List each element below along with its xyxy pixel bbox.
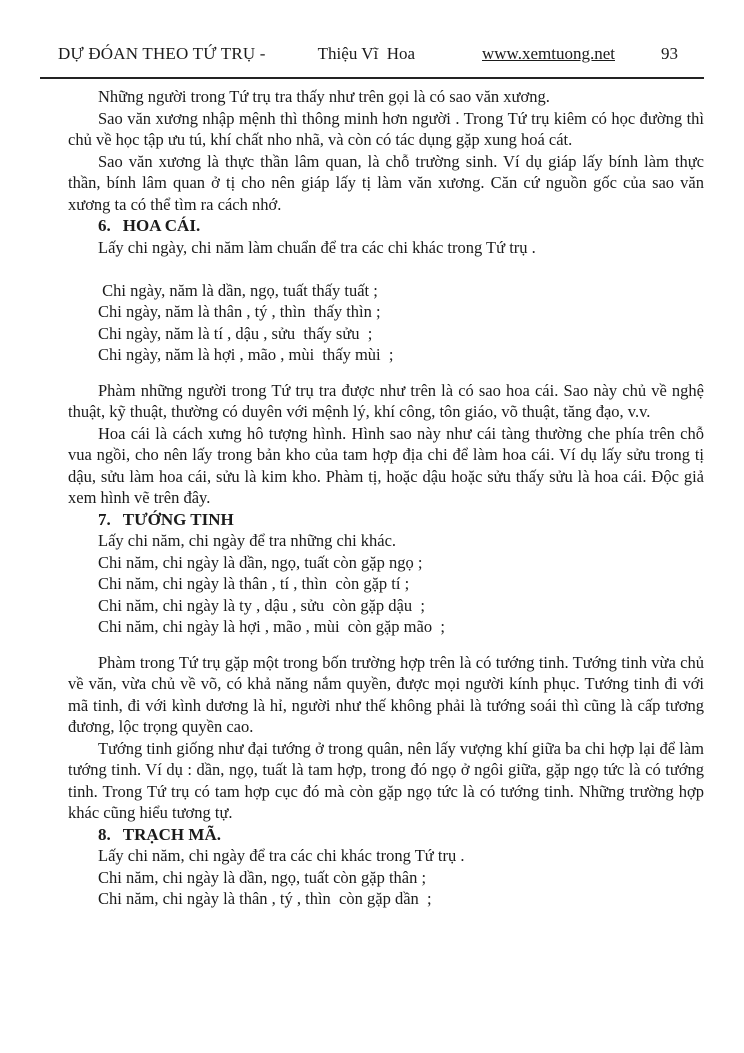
paragraph: Tướng tinh giống như đại tướng ở trong quân, nên lấy vượng khí giữa ba chi hợp lại để làm tướng tinh. Ví dụ : dần, ngọ, tuất là tam hợp, trong đó ngọ ở ngôi giữa, gặp ngọ tức là có tướng tinh. Trong Tứ trụ có tam hợp cục đó mà còn gặp ngọ tức là có tướng tinh. Những trường hợp khác cũng hiểu tương tự.: [68, 738, 704, 822]
page-number: 93: [661, 44, 678, 63]
body-text: [68, 86, 704, 910]
paragraph: Những người trong Tứ trụ tra thấy như trên gọi là có sao văn xương.: [98, 87, 550, 106]
rule-line: Chi năm, chi ngày là ty , dậu , sửu còn gặp dậu ;: [98, 595, 425, 615]
section-title: TRẠCH MÃ.: [122, 824, 221, 844]
section-number: 8.: [98, 824, 111, 844]
header-divider: [40, 77, 704, 79]
rule-list: [98, 280, 704, 366]
rule-line: Chi năm, chi ngày là dần, ngọ, tuất còn gặp ngọ ;: [98, 552, 423, 572]
section-title: HOA CÁI.: [122, 216, 201, 235]
section-number: 6.: [98, 216, 111, 235]
section-heading-tuong-tinh: [68, 509, 704, 531]
rule-line: Chi năm, chi ngày là thân , tý , thìn còn gặp dần ;: [98, 889, 432, 908]
section-lead: Lấy chi năm, chi ngày để tra những chi khác.: [98, 531, 397, 550]
section-lead: Lấy chi ngày, chi năm làm chuẩn để tra các chi khác trong Tứ trụ .: [98, 237, 536, 257]
website-link[interactable]: www.xemtuong.net: [482, 44, 615, 63]
paragraph: Sao văn xương là thực thần lâm quan, là chỗ trường sinh. Ví dụ giáp lấy bính làm thực thần, bính lâm quan ở tị cho nên giáp lấy tị làm văn xương. Căn cứ nguồn gốc của sao văn xương ta có thể tìm ra cách nhớ.: [68, 151, 704, 214]
author-name: Thiệu Vĩ Hoa: [317, 44, 416, 63]
rule-line: Chi năm, chi ngày là hợi , mão , mùi còn gặp mão ;: [98, 617, 445, 636]
paragraph: Hoa cái là cách xưng hô tượng hình. Hình sao này như cái tàng thường che phía trên chỗ vua ngồi, cho nên lấy trong bản kho của tam hợp địa chi để làm hoa cái. Ví dụ lấy sửu trong tị dậu, sửu làm hoa cái, sửu là kim kho. Phàm tị, hoặc dậu hoặc sửu thấy sửu là hoa cái. Độc giả xem hình vẽ trên đây.: [68, 423, 704, 507]
rule-line: Chi năm, chi ngày là thân , tí , thìn còn gặp tí ;: [98, 574, 410, 593]
rule-list: [98, 867, 704, 910]
rule-line: Chi năm, chi ngày là dần, ngọ, tuất còn gặp thân ;: [98, 867, 427, 887]
book-title: DỰ ĐÓAN THEO TỨ TRỤ -: [58, 44, 266, 63]
paragraph: Phàm những người trong Tứ trụ tra được như trên là có sao hoa cái. Sao này chủ về nghệ thuật, kỹ thuật, thường có duyên với mệnh lý, khí công, tôn giáo, võ thuật, tăng đạo, v.v.: [68, 380, 704, 421]
page-header: [40, 44, 704, 64]
rule-list: [98, 552, 704, 638]
section-lead: Lấy chi năm, chi ngày để tra các chi khác trong Tứ trụ .: [98, 846, 465, 865]
paragraph: Sao văn xương nhập mệnh thì thông minh hơn người . Trong Tứ trụ kiêm có học đường thì chủ về học tập ưu tú, khí chất nho nhã, và còn có tác dụng gặp xung hoá cát.: [68, 108, 704, 149]
section-heading-trach-ma: [68, 824, 704, 846]
rule-line: Chi ngày, năm là hợi , mão , mùi thấy mùi ;: [98, 345, 394, 364]
section-heading-hoa-cai: [68, 215, 704, 237]
rule-line: Chi ngày, năm là thân , tý , thìn thấy thìn ;: [98, 302, 381, 321]
paragraph: Phàm trong Tứ trụ gặp một trong bốn trường hợp trên là có tướng tinh. Tướng tinh vừa chủ về văn, vừa chủ về võ, có khả năng nắm quyền, được mọi người kính phục. Tướng tinh đi với mã tinh, đi với kình dương là hỉ, người như thế không phải là tướng soái thì cũng là cấp tương đương, lộc trọng quyền cao.: [68, 652, 704, 736]
section-number: 7.: [98, 509, 111, 529]
rule-line: Chi ngày, năm là tí , dậu , sửu thấy sửu ;: [98, 323, 373, 343]
section-title: TƯỚNG TINH: [122, 509, 234, 529]
rule-line: Chi ngày, năm là dần, ngọ, tuất thấy tuất ;: [98, 280, 378, 300]
